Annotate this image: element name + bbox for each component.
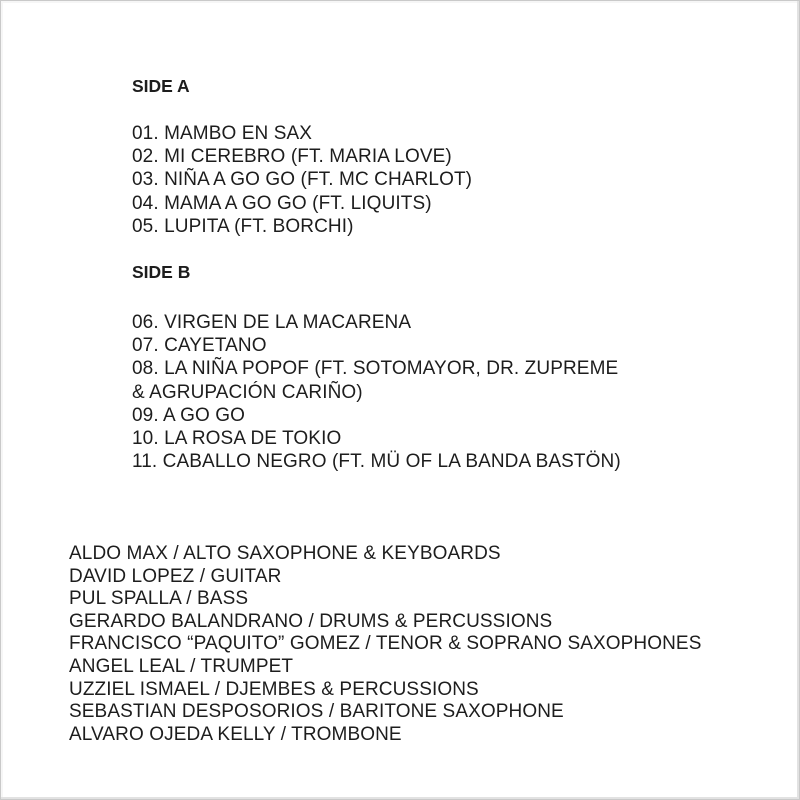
- track-item: 10. LA ROSA DE TOKIO: [132, 428, 342, 450]
- track-item: 06. VIRGEN DE LA MACARENA: [132, 312, 412, 334]
- musician-credits: [69, 543, 784, 746]
- track-item: 01. MAMBO EN SAX: [132, 123, 313, 144]
- track-item: 09. A GO GO: [132, 404, 246, 426]
- credit-line: PUL SPALLA / BASS: [69, 588, 249, 610]
- credit-line: FRANCISCO “PAQUITO” GOMEZ / TENOR & SOPRANO SAXOPHONES: [69, 633, 702, 655]
- credit-line: GERARDO BALANDRANO / DRUMS & PERCUSSIONS: [69, 610, 553, 632]
- track-item: 04. MAMA A GO GO (FT. LIQUITS): [132, 192, 432, 214]
- side-a-track-list: [132, 122, 752, 238]
- side-a-heading: SIDE A: [132, 76, 190, 96]
- track-item: 08. LA NIÑA POPOF (FT. SOTOMAYOR, DR. ZUPREME & AGRUPACIÓN CARIÑO): [132, 358, 619, 403]
- side-b-heading: SIDE B: [132, 262, 191, 283]
- credit-line: UZZIEL ISMAEL / DJEMBES & PERCUSSIONS: [69, 678, 479, 700]
- track-item: 11. CABALLO NEGRO (FT. MÜ OF LA BANDA BASTÖN): [132, 451, 621, 473]
- tracklist: [132, 75, 752, 473]
- track-item: 07. CAYETANO: [132, 335, 267, 357]
- credit-line: SEBASTIAN DESPOSORIOS / BARITONE SAXOPHONE: [69, 701, 564, 723]
- credit-line: ANGEL LEAL / TRUMPET: [69, 655, 294, 677]
- track-item: 05. LUPITA (FT. BORCHI): [132, 215, 354, 237]
- track-item: 03. NIÑA A GO GO (FT. MC CHARLOT): [132, 169, 473, 191]
- credit-line: ALVARO OJEDA KELLY / TROMBONE: [69, 723, 402, 745]
- track-item: 02. MI CEREBRO (FT. MARIA LOVE): [132, 146, 452, 168]
- credit-line: ALDO MAX / ALTO SAXOPHONE & KEYBOARDS: [69, 543, 501, 564]
- side-b-track-list: [132, 311, 752, 473]
- credit-line: DAVID LOPEZ / GUITAR: [69, 565, 282, 587]
